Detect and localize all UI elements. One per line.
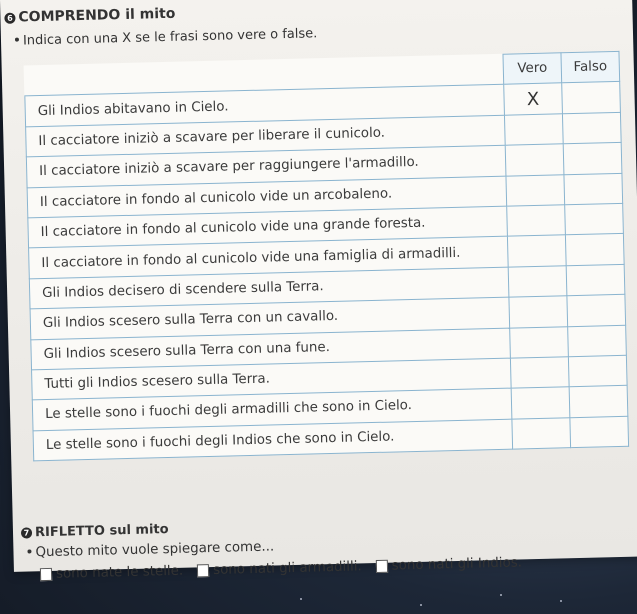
bullet-icon <box>27 549 31 553</box>
statement-cell: Il cacciatore in fondo al cunicolo vide una grande foresta. <box>28 206 508 248</box>
header-falso: Falso <box>561 51 620 83</box>
table-body <box>25 82 629 461</box>
section-title: COMPRENDO il mito <box>18 5 176 26</box>
vero-checkbox-cell[interactable] <box>505 144 564 176</box>
vero-checkbox-cell[interactable] <box>510 326 569 358</box>
true-false-table <box>24 51 629 462</box>
option-label: sono nati gli armadilli. <box>212 559 362 578</box>
vero-checkbox-cell[interactable] <box>507 205 566 237</box>
statement-cell: Il cacciatore in fondo al cunicolo vide una famiglia di armadilli. <box>29 237 509 279</box>
falso-checkbox-cell[interactable] <box>566 264 625 296</box>
falso-checkbox-cell[interactable] <box>565 234 624 266</box>
statement-cell: Il cacciatore in fondo al cunicolo vide un arcobaleno. <box>27 176 507 218</box>
statement-cell: Gli Indios scesero sulla Terra con un cavallo. <box>30 297 510 339</box>
section-heading-rifletto <box>21 522 169 541</box>
header-vero: Vero <box>503 53 562 85</box>
vero-checkbox-cell[interactable] <box>507 235 566 267</box>
falso-checkbox-cell[interactable] <box>568 355 627 387</box>
vero-checkbox-cell[interactable] <box>512 417 571 449</box>
option-label: sono nati gli Indios. <box>391 555 523 574</box>
vero-checkbox-cell[interactable] <box>509 296 568 328</box>
falso-checkbox-cell[interactable] <box>564 173 623 205</box>
statement-cell: Le stelle sono i fuochi degli Indios che sono in Cielo. <box>33 419 513 461</box>
falso-checkbox-cell[interactable] <box>562 82 621 114</box>
vero-checkbox-cell[interactable] <box>504 114 563 146</box>
vero-checkbox-cell[interactable] <box>504 83 563 115</box>
bullet-icon <box>15 38 19 42</box>
falso-checkbox-cell[interactable] <box>562 112 621 144</box>
statement-cell: Gli Indios scesero sulla Terra con una fune. <box>31 328 511 370</box>
instruction-text <box>15 26 318 48</box>
question-label: Questo mito vuole spiegare come... <box>35 539 275 561</box>
statement-cell: Gli Indios decisero di scendere sulla Terra. <box>29 267 509 309</box>
section-heading-comprendo <box>4 6 175 26</box>
checkbox[interactable] <box>197 564 209 577</box>
section-number-badge: 7 <box>21 527 32 538</box>
falso-checkbox-cell[interactable] <box>569 386 628 418</box>
instruction-label: Indica con una X se le frasi sono vere o false. <box>22 26 318 49</box>
vero-checkbox-cell[interactable] <box>511 387 570 419</box>
section-number-badge: 6 <box>4 13 15 24</box>
vero-checkbox-cell[interactable] <box>510 357 569 389</box>
checkbox[interactable] <box>40 568 52 581</box>
statement-cell: Il cacciatore iniziò a scavare per raggiungere l'armadillo. <box>26 145 506 187</box>
falso-checkbox-cell[interactable] <box>567 294 626 326</box>
question-text <box>27 539 274 560</box>
checkbox[interactable] <box>376 560 388 573</box>
x-mark: X <box>526 88 540 110</box>
statement-cell: Le stelle sono i fuochi degli armadilli che sono in Cielo. <box>32 388 512 430</box>
vero-checkbox-cell[interactable] <box>508 265 567 297</box>
falso-checkbox-cell[interactable] <box>570 416 629 448</box>
statement-cell: Tutti gli Indios scesero sulla Terra. <box>32 358 512 400</box>
falso-checkbox-cell[interactable] <box>565 203 624 235</box>
section-title: RIFLETTO sul mito <box>34 522 169 541</box>
statement-cell: Gli Indios abitavano in Cielo. <box>25 85 505 127</box>
falso-checkbox-cell[interactable] <box>563 143 622 175</box>
statement-cell: Il cacciatore iniziò a scavare per liberare il cunicolo. <box>26 115 506 157</box>
option-label: sono nate le stelle. <box>55 563 184 582</box>
vero-checkbox-cell[interactable] <box>506 174 565 206</box>
falso-checkbox-cell[interactable] <box>568 325 627 357</box>
